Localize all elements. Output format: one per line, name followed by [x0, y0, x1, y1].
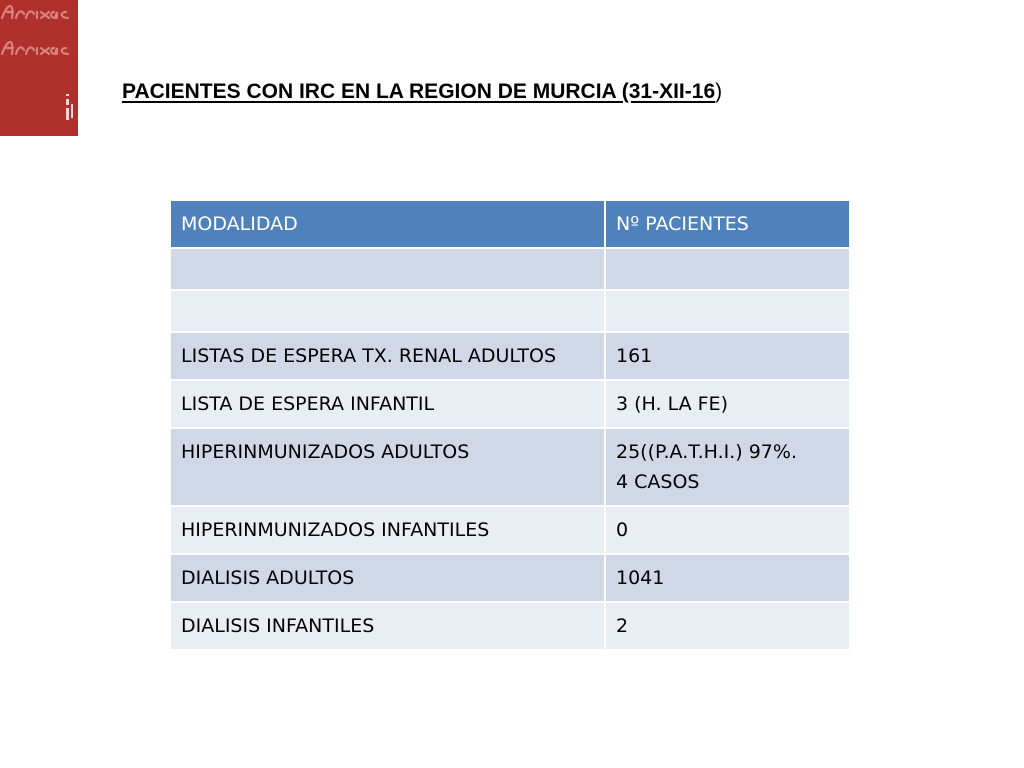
table-row	[170, 290, 850, 332]
table-row	[170, 602, 850, 650]
table-cell	[170, 248, 605, 290]
table-cell: HIPERINMUNIZADOS INFANTILES	[170, 506, 605, 554]
table-row	[170, 248, 850, 290]
table-row	[170, 380, 850, 428]
table-cell	[605, 248, 850, 290]
page-title-close: )	[715, 80, 723, 103]
patients-table-wrapper	[169, 199, 851, 651]
arrixaca-logo-icon	[0, 0, 78, 136]
header-modalidad: MODALIDAD	[170, 200, 605, 248]
page-title-main: PACIENTES CON IRC EN LA REGION DE MURCIA (31-XII-16	[122, 80, 716, 103]
table-cell: 25((P.A.T.H.I.) 97%. 4 CASOS	[605, 428, 850, 506]
page-title	[122, 80, 722, 104]
table-row	[170, 554, 850, 602]
table-cell: LISTAS DE ESPERA TX. RENAL ADULTOS	[170, 332, 605, 380]
table-row	[170, 506, 850, 554]
table-cell: HIPERINMUNIZADOS ADULTOS	[170, 428, 605, 506]
table-cell	[605, 290, 850, 332]
table-cell: 2	[605, 602, 850, 650]
table-cell: 1041	[605, 554, 850, 602]
table-cell: DIALISIS ADULTOS	[170, 554, 605, 602]
table-row	[170, 428, 850, 506]
table-header-row	[170, 200, 850, 248]
table-cell	[170, 290, 605, 332]
header-pacientes: Nº PACIENTES	[605, 200, 850, 248]
table-cell: 0	[605, 506, 850, 554]
table-cell: 3 (H. LA FE)	[605, 380, 850, 428]
table-cell: LISTA DE ESPERA INFANTIL	[170, 380, 605, 428]
table-cell: 161	[605, 332, 850, 380]
table-row	[170, 332, 850, 380]
table-cell: DIALISIS INFANTILES	[170, 602, 605, 650]
patients-table	[169, 199, 851, 651]
